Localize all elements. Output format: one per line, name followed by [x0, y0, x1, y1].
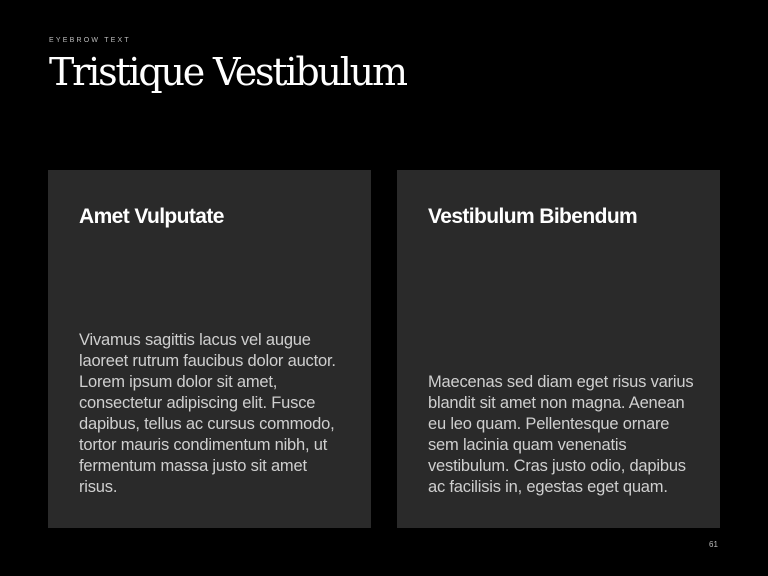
card-body-text: Maecenas sed diam eget risus varius blandit sit amet non magna. Aenean eu leo quam. Pellentesque ornare sem lacinia quam venenatis vestibulum. Cras justo odio, dapibus ac facilisis in, egestas eget quam. [428, 373, 694, 496]
slide-title: Tristique Vestibulum [49, 50, 406, 94]
content-card-right [397, 170, 720, 528]
card-body-text: Vivamus sagittis lacus vel augue laoreet rutrum faucibus dolor auctor. Lorem ipsum dolor sit amet, consectetur adipiscing elit. Fusce dapibus, tellus ac cursus commodo, tortor mauris condimentum nibh, ut fermentum massa justo sit amet risus. [79, 331, 336, 496]
content-card-left [48, 170, 371, 528]
page-number: 61 [709, 540, 718, 549]
eyebrow-text: EYEBROW TEXT [49, 37, 131, 44]
card-heading: Vestibulum Bibendum [428, 205, 638, 228]
card-heading: Amet Vulputate [79, 205, 224, 228]
